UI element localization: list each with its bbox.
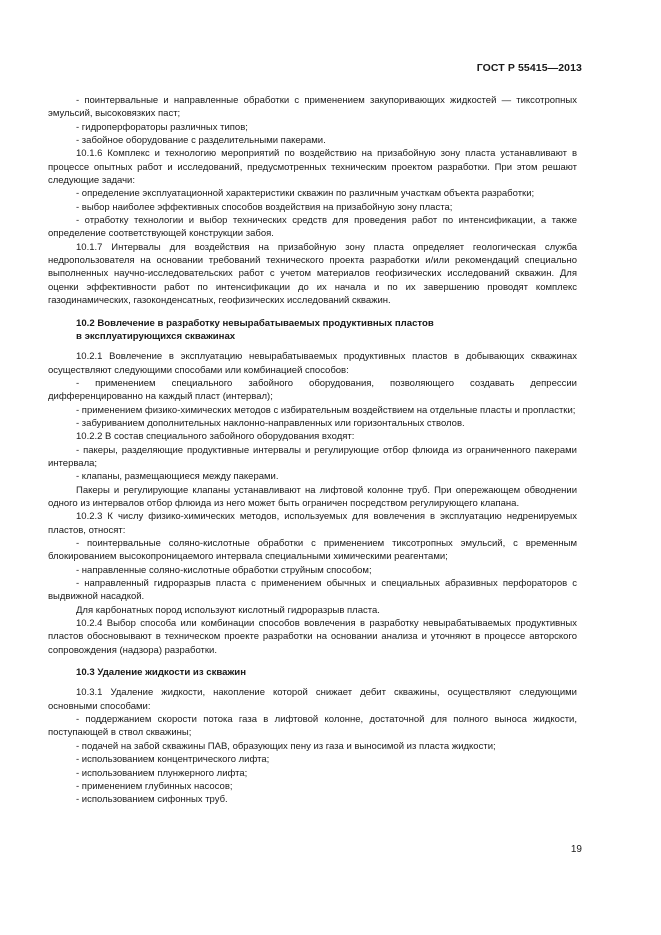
page-number: 19 [570,844,582,855]
paragraph: Для карбонатных пород используют кислотный гидроразрыв пласта. [76,604,380,616]
paragraph: - использованием концентрического лифта; [76,754,270,766]
paragraph: - поддержанием скорости потока газа в лифтовой колонне, достаточной для полного выноса жидкости, поступающей в ствол скважины; [48,714,577,739]
paragraph: - отработку технологии и выбор технических средств для проведения работ по интенсификации, а также определение соответствующей конструкции забоя. [48,215,577,240]
paragraph: - определение эксплуатационной характеристики скважин по различным участкам объекта разработки; [76,188,535,200]
paragraph: - использованием сифонных труб. [76,794,228,806]
paragraph: - гидроперфораторы различных типов; [76,121,248,133]
paragraph: - выбор наиболее эффективных способов воздействия на призабойную зону пласта; [76,201,453,213]
paragraph: 10.2.2 В состав специального забойного оборудования входят: [76,431,355,443]
paragraph: - забуриванием дополнительных наклонно-направленных или горизонтальных стволов. [76,417,465,429]
paragraph: - подачей на забой скважины ПАВ, образующих пену из газа и выносимой из пласта жидкости; [76,740,496,752]
paragraph: Пакеры и регулирующие клапаны устанавливают на лифтовой колонне труб. При опережающем обводнении одного из интервалов отбор флюида из него может быть ограничен посредством регулирующего клапана. [48,484,577,509]
paragraph: - поинтервальные и направленные обработки с применением закупоривающих жидкостей — тиксотропных эмульсий, высоковязких паст; [48,95,577,120]
paragraph: - пакеры, разделяющие продуктивные интервалы и регулирующие отбор флюида из ограниченного пакерами интервала; [48,444,577,469]
paragraph: - применением глубинных насосов; [76,780,233,792]
paragraph: - направленный гидроразрыв пласта с применением обычных и специальных абразивных перфораторов с выдвижной насадкой. [48,578,577,603]
paragraph: - направленные соляно-кислотные обработки струйным способом; [76,564,372,576]
paragraph: - использованием плунжерного лифта; [76,767,248,779]
paragraph: - поинтервальные соляно-кислотные обработки с применением тиксотропных эмульсий, с временным блокированием высокопроницаемого интервала специальными химическими реагентами; [48,538,577,563]
paragraph: 10.2.3 К числу физико-химических методов, используемых для вовлечения в эксплуатацию недренируемых пластов, относят: [48,511,577,536]
section-spacer [48,679,577,686]
paragraph: - применением специального забойного оборудования, позволяющего создавать депрессии дифференцированно на каждый пласт (интервал); [48,377,577,403]
section-heading: в эксплуатирующихся скважинах [76,330,236,342]
section-spacer [48,657,577,666]
section-spacer [48,343,577,350]
paragraph: 10.2.4 Выбор способа или комбинации способов вовлечения в разработку невырабатываемых продуктивных пластов обосновывают в техническом проекте разработки на основании анализа и уточняют в процессе авторского сопровождения (надзора) разработки. [48,618,577,656]
section-heading: 10.2 Вовлечение в разработку невырабатываемых продуктивных пластов [76,317,434,329]
paragraph: - забойное оборудование с разделительными пакерами. [76,135,326,147]
paragraph: 10.1.7 Интервалы для воздействия на призабойную зону пласта определяет геологическая служба недропользователя на основании требований технического проекта разработки и/или рекомендаций специально выполненных научно-исследовательских работ с учетом материалов геофизических исследований скважин. Для оценки эффективности работ по интенсификации до их начала и по их завершению проводят комплекс газодинамических, газоконденсатных, геофизических исследований скважин. [48,241,577,307]
standard-designation: ГОСТ Р 55415—2013 [476,62,582,74]
paragraph: 10.3.1 Удаление жидкости, накопление которой снижает дебит скважины, осуществляют следующими основными способами: [48,687,577,712]
document-body [48,94,577,807]
paragraph: - клапаны, размещающиеся между пакерами. [76,471,279,483]
paragraph: - применением физико-химических методов с избирательным воздействием на отдельные пласты и пропластки; [76,404,576,416]
section-spacer [48,308,577,317]
section-heading: 10.3 Удаление жидкости из скважин [76,667,246,679]
paragraph: 10.2.1 Вовлечение в эксплуатацию невырабатываемых продуктивных пластов в добывающих скважинах осуществляют следующими способами или комбинацией способов: [48,351,577,376]
paragraph: 10.1.6 Комплекс и технологию мероприятий по воздействию на призабойную зону пласта устанавливают в процессе опытных работ и исследований, предусмотренных техническим проектом разработки. При этом решают следующие задачи: [48,148,577,187]
